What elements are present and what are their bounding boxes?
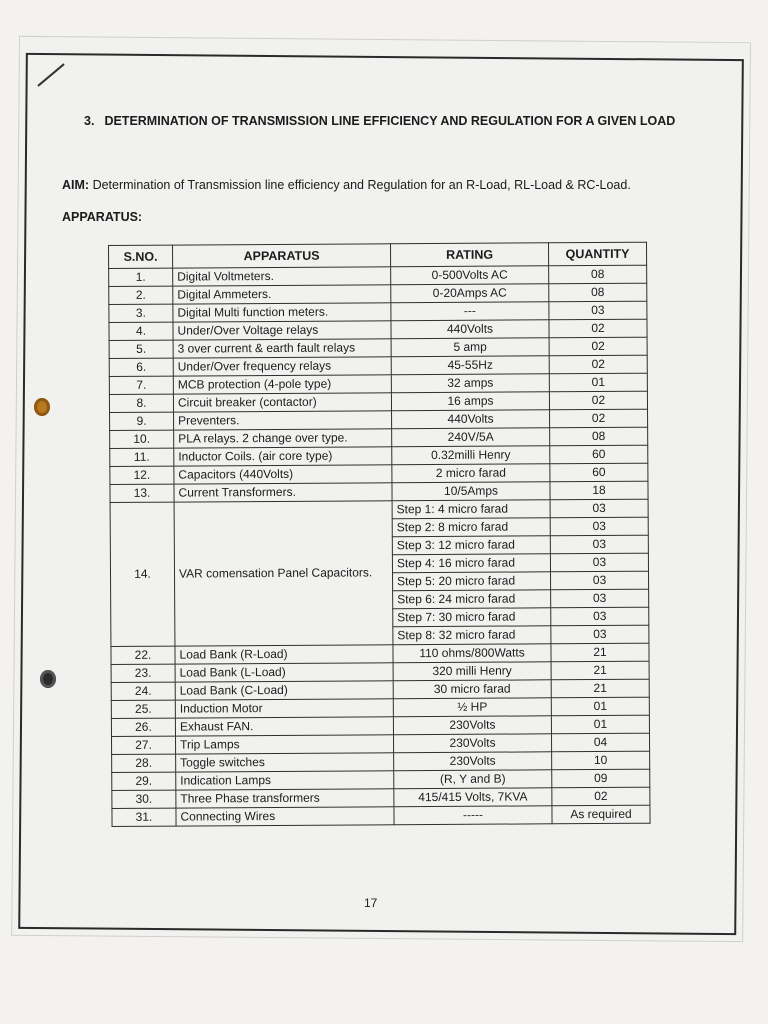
cell-quantity: 18 xyxy=(550,481,648,500)
cell-quantity: 02 xyxy=(549,319,647,338)
cell-rating: 10/5Amps xyxy=(392,482,550,501)
cell-sno: 23. xyxy=(111,664,175,682)
cell-apparatus: VAR comensation Panel Capacitors. xyxy=(174,501,393,646)
cell-apparatus: PLA relays. 2 change over type. xyxy=(174,429,392,448)
table-header-row xyxy=(109,242,647,268)
cell-apparatus: Digital Ammeters. xyxy=(173,285,391,304)
cell-apparatus: Connecting Wires xyxy=(176,807,394,826)
cell-apparatus: Exhaust FAN. xyxy=(175,717,393,736)
cell-quantity: 60 xyxy=(550,445,648,464)
cell-sno: 3. xyxy=(109,304,173,322)
cell-quantity: 02 xyxy=(550,409,648,428)
cell-rating: 0-500Volts AC xyxy=(391,266,549,285)
punch-hole-icon xyxy=(40,670,56,688)
cell-sno: 4. xyxy=(109,322,173,340)
cell-apparatus: MCB protection (4-pole type) xyxy=(173,375,391,394)
cell-apparatus: Digital Voltmeters. xyxy=(173,267,391,286)
cell-quantity: 09 xyxy=(552,769,650,788)
cell-rating: Step 7: 30 micro farad xyxy=(393,608,551,627)
cell-sno: 22. xyxy=(111,646,175,664)
page-number: 17 xyxy=(364,896,378,910)
cell-rating: 110 ohms/800Watts xyxy=(393,644,551,663)
cell-rating: 0-20Amps AC xyxy=(391,284,549,303)
header-rating: RATING xyxy=(390,243,548,267)
header-apparatus: APPARATUS xyxy=(173,244,391,268)
cell-quantity: 21 xyxy=(551,643,649,662)
cell-sno: 7. xyxy=(109,376,173,394)
cell-quantity: 03 xyxy=(550,517,648,536)
cell-rating: --- xyxy=(391,302,549,321)
cell-rating: 230Volts xyxy=(394,752,552,771)
cell-apparatus: Induction Motor xyxy=(175,699,393,718)
cell-quantity: 01 xyxy=(551,697,649,716)
cell-rating: 45-55Hz xyxy=(391,356,549,375)
cell-sno: 27. xyxy=(112,736,176,754)
cell-rating: (R, Y and B) xyxy=(394,770,552,789)
cell-quantity: 08 xyxy=(549,283,647,302)
punch-hole-icon xyxy=(34,398,50,416)
cell-rating: 240V/5A xyxy=(392,428,550,447)
cell-rating: 415/415 Volts, 7KVA xyxy=(394,788,552,807)
cell-quantity: 08 xyxy=(549,265,647,284)
cell-rating: Step 8: 32 micro farad xyxy=(393,626,551,645)
cell-sno: 25. xyxy=(111,700,175,718)
cell-apparatus: 3 over current & earth fault relays xyxy=(173,339,391,358)
cell-sno: 28. xyxy=(112,754,176,772)
cell-apparatus: Three Phase transformers xyxy=(176,789,394,808)
cell-rating: 30 micro farad xyxy=(393,680,551,699)
cell-apparatus: Load Bank (R-Load) xyxy=(175,645,393,664)
cell-sno: 30. xyxy=(112,790,176,808)
cell-rating: Step 3: 12 micro farad xyxy=(392,536,550,555)
cell-rating: Step 6: 24 micro farad xyxy=(393,590,551,609)
cell-rating: Step 4: 16 micro farad xyxy=(392,554,550,573)
cell-quantity: 21 xyxy=(551,661,649,680)
cell-apparatus: Under/Over frequency relays xyxy=(173,357,391,376)
aim-statement xyxy=(62,178,702,192)
cell-apparatus: Load Bank (L-Load) xyxy=(175,663,393,682)
cell-quantity: 02 xyxy=(552,787,650,806)
cell-quantity: 03 xyxy=(550,535,648,554)
experiment-number: 3. xyxy=(84,114,95,128)
cell-rating: Step 1: 4 micro farad xyxy=(392,500,550,519)
cell-quantity: 03 xyxy=(551,625,649,644)
cell-apparatus: Indication Lamps xyxy=(176,771,394,790)
cell-quantity: 60 xyxy=(550,463,648,482)
aim-label: AIM: xyxy=(62,178,90,192)
cell-apparatus: Toggle switches xyxy=(176,753,394,772)
cell-quantity: As required xyxy=(552,805,650,824)
cell-sno: 5. xyxy=(109,340,173,358)
apparatus-title: APPARATUS: xyxy=(62,210,143,224)
cell-rating: 230Volts xyxy=(393,716,551,735)
cell-sno: 13. xyxy=(110,484,174,502)
cell-apparatus: Capacitors (440Volts) xyxy=(174,465,392,484)
cell-rating: 440Volts xyxy=(391,320,549,339)
cell-rating: Step 5: 20 micro farad xyxy=(393,572,551,591)
cell-rating: 230Volts xyxy=(393,734,551,753)
cell-quantity: 03 xyxy=(550,553,648,572)
cell-sno: 14. xyxy=(110,502,175,646)
cell-quantity: 03 xyxy=(551,607,649,626)
cell-sno: 11. xyxy=(110,448,174,466)
cell-sno: 8. xyxy=(109,394,173,412)
cell-rating: 32 amps xyxy=(391,374,549,393)
cell-rating: 440Volts xyxy=(392,410,550,429)
cell-quantity: 01 xyxy=(551,715,649,734)
cell-apparatus: Digital Multi function meters. xyxy=(173,303,391,322)
cell-sno: 2. xyxy=(109,286,173,304)
cell-quantity: 08 xyxy=(550,427,648,446)
cell-quantity: 02 xyxy=(549,355,647,374)
cell-sno: 24. xyxy=(111,682,175,700)
cell-apparatus: Load Bank (C-Load) xyxy=(175,681,393,700)
cell-rating: Step 2: 8 micro farad xyxy=(392,518,550,537)
cell-apparatus: Under/Over Voltage relays xyxy=(173,321,391,340)
cell-quantity: 03 xyxy=(550,499,648,518)
cell-sno: 6. xyxy=(109,358,173,376)
cell-apparatus: Circuit breaker (contactor) xyxy=(173,393,391,412)
experiment-title: DETERMINATION OF TRANSMISSION LINE EFFICIENCY AND REGULATION FOR A GIVEN LOAD xyxy=(104,114,676,128)
cell-apparatus: Trip Lamps xyxy=(176,735,394,754)
cell-quantity: 03 xyxy=(551,589,649,608)
cell-quantity: 02 xyxy=(549,391,647,410)
aim-text: Determination of Transmission line efficiency and Regulation for an R-Load, RL-Load & RC-Load. xyxy=(92,178,631,192)
cell-quantity: 02 xyxy=(549,337,647,356)
header-quantity: QUANTITY xyxy=(548,242,646,266)
cell-quantity: 03 xyxy=(549,301,647,320)
cell-apparatus: Current Transformers. xyxy=(174,483,392,502)
cell-quantity: 21 xyxy=(551,679,649,698)
cell-sno: 10. xyxy=(110,430,174,448)
header-sno: S.NO. xyxy=(109,245,173,268)
cell-sno: 31. xyxy=(112,808,176,826)
cell-quantity: 04 xyxy=(551,733,649,752)
cell-rating: 16 amps xyxy=(391,392,549,411)
cell-rating: 320 milli Henry xyxy=(393,662,551,681)
experiment-heading xyxy=(84,114,704,128)
cell-rating: 2 micro farad xyxy=(392,464,550,483)
cell-quantity: 01 xyxy=(549,373,647,392)
cell-apparatus: Inductor Coils. (air core type) xyxy=(174,447,392,466)
cell-rating: ----- xyxy=(394,806,552,825)
cell-quantity: 10 xyxy=(552,751,650,770)
cell-sno: 9. xyxy=(110,412,174,430)
cell-rating: 0.32milli Henry xyxy=(392,446,550,465)
cell-quantity: 03 xyxy=(551,571,649,590)
table-row xyxy=(112,805,650,826)
cell-sno: 1. xyxy=(109,268,173,286)
cell-sno: 26. xyxy=(111,718,175,736)
cell-sno: 12. xyxy=(110,466,174,484)
cell-sno: 29. xyxy=(112,772,176,790)
apparatus-table xyxy=(108,242,651,827)
cell-rating: 5 amp xyxy=(391,338,549,357)
cell-rating: ½ HP xyxy=(393,698,551,717)
cell-apparatus: Preventers. xyxy=(174,411,392,430)
